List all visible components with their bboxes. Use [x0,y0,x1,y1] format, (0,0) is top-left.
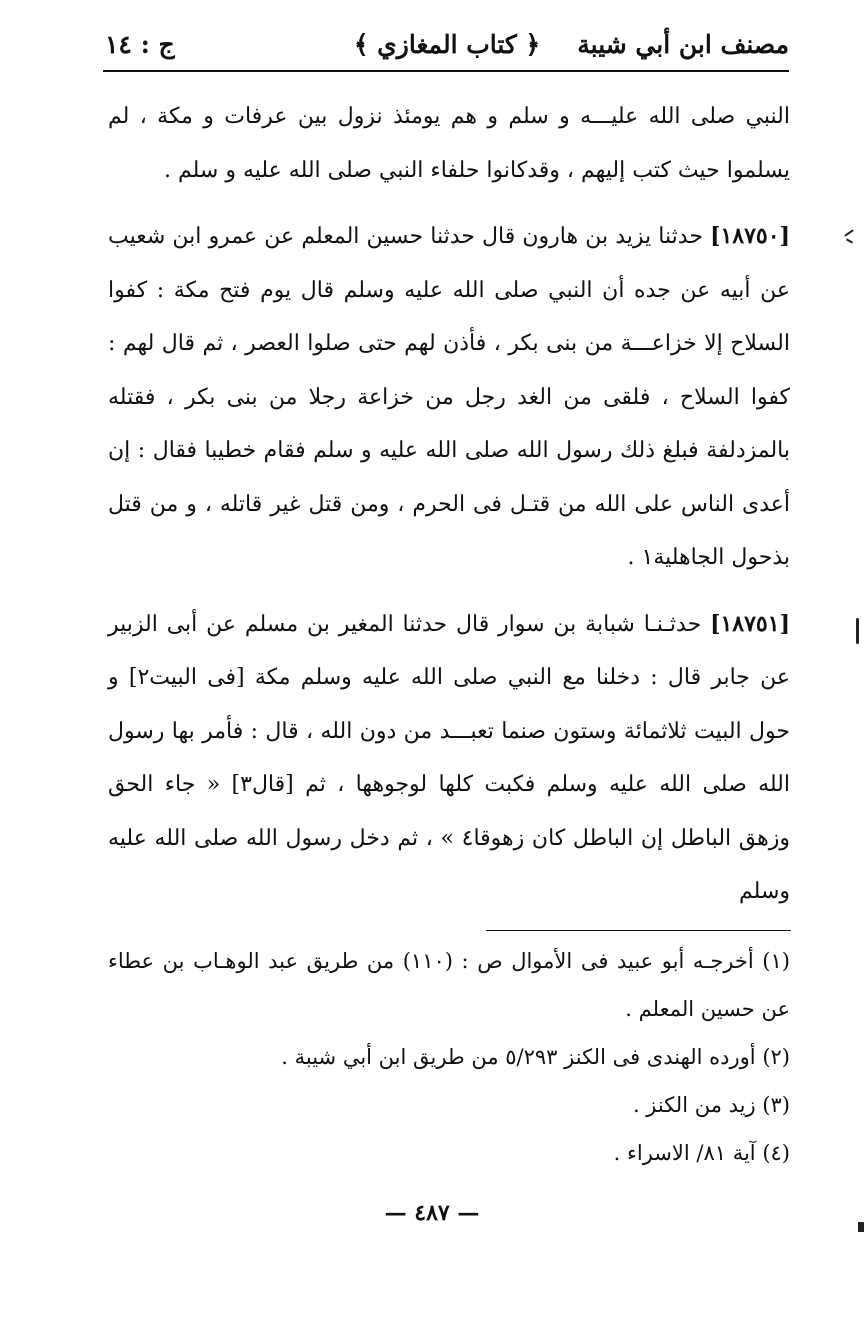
margin-mark [844,229,853,236]
page-number: — ٤٨٧ — [384,1200,480,1226]
text-line: حيث كتب إليهم ، وقدكانوا حلفاء النبي صلى الله عليه و سلم . [163,157,720,183]
margin-mark [858,1222,864,1232]
header-rule [103,70,789,72]
chapter-title: ﴿ كتاب المغازي ﴾ [353,30,541,59]
text-line: فقتله بالمزدلفة فبلغ ذلك رسول الله صلى الله عليه و سلم فقام خطيبا فقال : [108,384,791,463]
text-line: حدثـنـا شبابة بن سوار قال حدثنا المغير بن مسلم عن [206,611,702,637]
hadith-number: [١٨٧٥٠] [710,223,790,249]
footnote-rule [486,930,791,931]
running-header [105,26,789,72]
text-line: ابن شعيب عن أبيه عن جده أن النبي صلى الله عليه وسلم قال يوم فتح مكة : [108,224,790,303]
text-line: أبى الزبير عن جابر قال : دخلنا مع النبي صلى الله عليه وسلم مكة [فى البيت٢] [108,611,791,690]
text-line: رسول الله صلى الله عليه وسلم فكبت كلها لوجوهها ، ثم [قال٣] « جاء الحق [108,718,790,797]
paragraph-continuation [108,90,790,197]
hadith-18751 [108,598,790,919]
margin-mark [846,238,853,243]
footnote-3: (٣) زيد من الكنز . [632,1093,790,1117]
hadith-18750 [108,210,790,585]
footnote-1 [108,937,790,1033]
main-text [108,90,790,919]
margin-mark [856,618,859,644]
text-line: وزهق الباطل إن الباطل كان زهوقا٤ » ، ثم دخل رسول الله صلى الله عليه وسلم [108,825,790,904]
text-line: قتل بذحول الجاهلية١ . [108,491,790,570]
text-line: و حول البيت ثلاثمائة وستون صنما تعبـــد من دون الله ، قال : فأمر بها [108,665,790,744]
text-line: عطاء عن حسين المعلم . [108,949,790,1021]
text-line: كفوا السلاح إلا خزاعـــة من بنى بكر ، فأذن لهم حتى صلوا العصر ، ثم [108,277,791,356]
text-line: حدثنا يزيد بن هارون قال حدثنا حسين المعلم عن عمرو [208,224,703,249]
text-line: (١) أخرجـه أبو عبيد فى الأموال ص : (١١٠) من طريق عبد الوهـاب بن [162,949,790,973]
text-line: قال لهم : كفوا السلاح ، فلقى من الغد رجل من خزاعة رجلا من بنى بكر ، [108,331,790,410]
text-line: إن أعدى الناس على الله من قتـل فى الحرم ، ومن قتل غير قاتله ، و من [108,438,791,517]
footnotes [108,937,790,1177]
hadith-number: [١٨٧٥١] [710,610,790,637]
text-line: النبي صلى الله عليـــه و سلم و هم يومئذ نزول بين عرفات و مكة ، لم يسلموا [108,104,790,183]
volume-number: ج : ١٤ [105,30,175,59]
book-title: مصنف ابن أبي شيبة [577,30,789,59]
footnote-4: (٤) آية ٨١/ الاسراء . [613,1141,790,1165]
footnote-2: (٢) أورده الهندى فى الكنز ٥/٢٩٣ من طريق ابن أبي شيبة . [281,1045,790,1069]
